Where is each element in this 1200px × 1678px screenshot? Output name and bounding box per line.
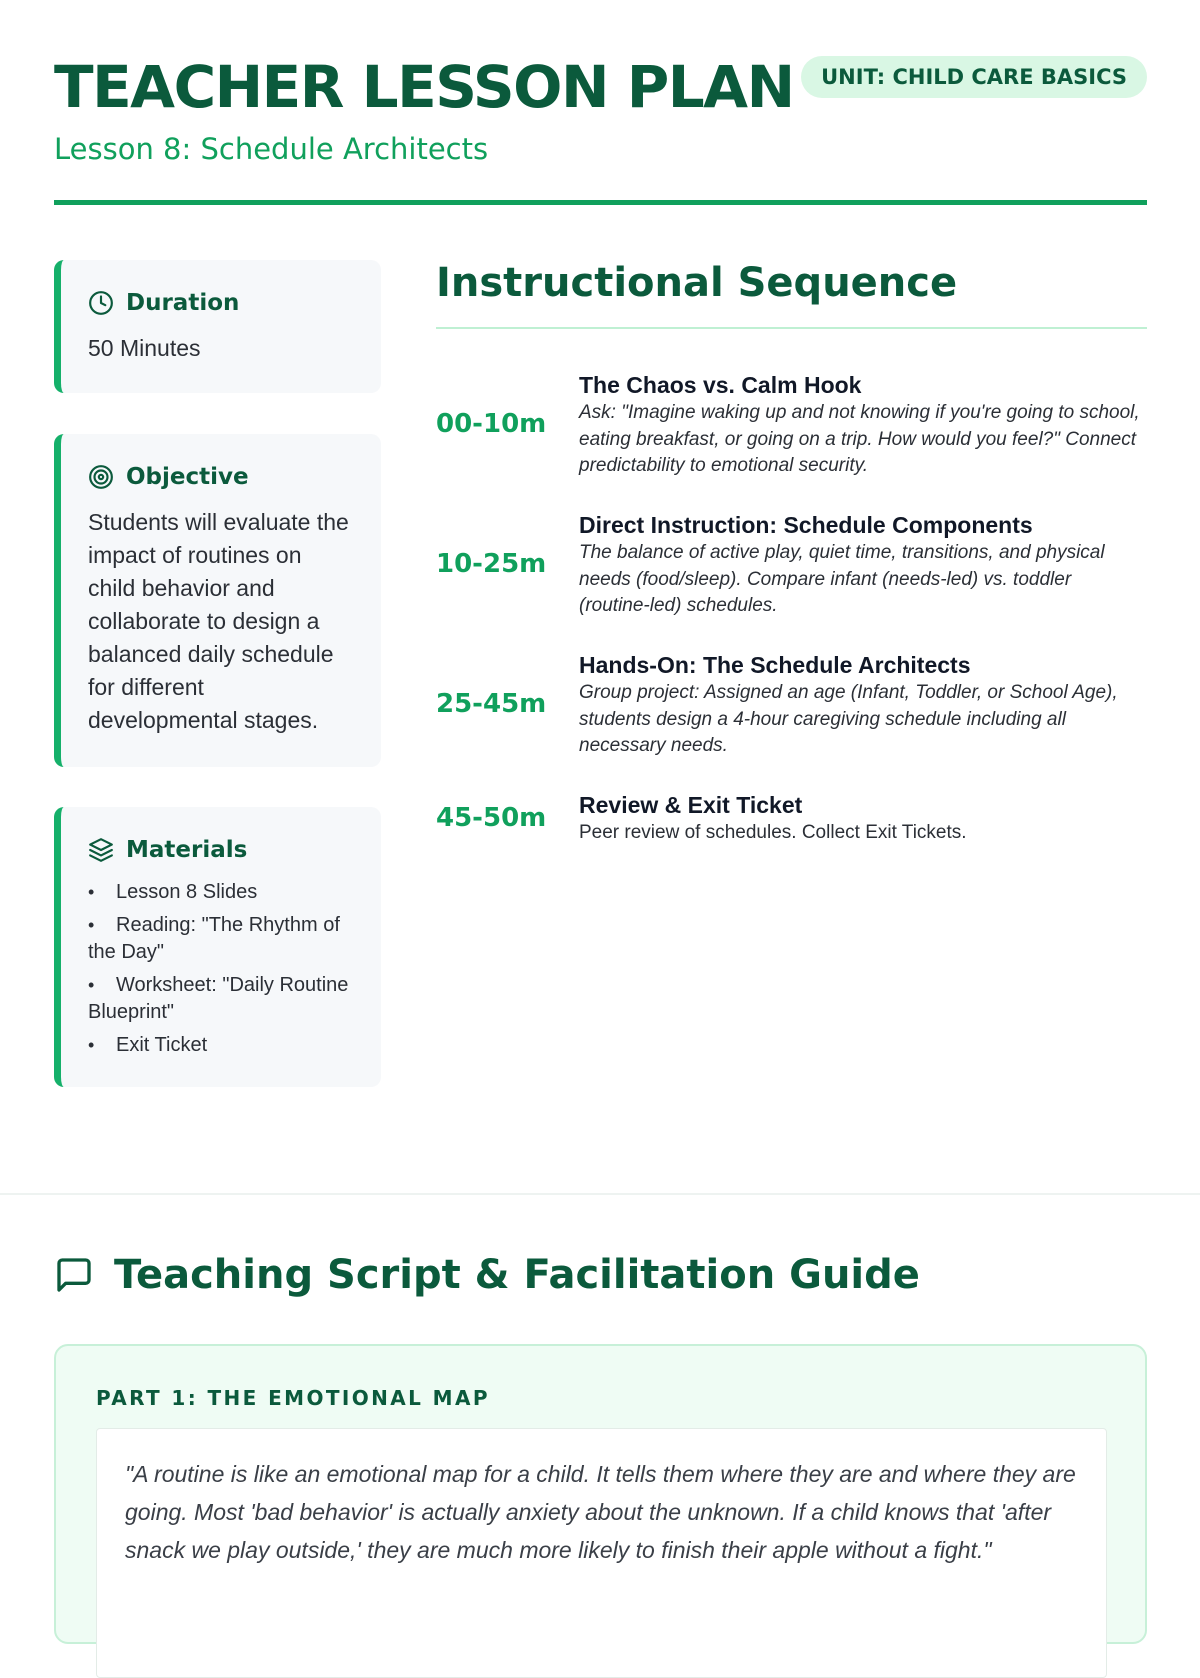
materials-card	[54, 807, 381, 1087]
objective-header	[88, 462, 355, 492]
duration-value: 50 Minutes	[88, 335, 201, 361]
objective-card	[54, 434, 381, 767]
materials-title: Materials	[126, 837, 248, 863]
sequence-body	[579, 370, 1147, 480]
target-icon	[88, 464, 114, 490]
sequence-body	[579, 790, 1147, 847]
script-title: Teaching Script & Facilitation Guide	[114, 1252, 920, 1298]
script-quote: "A routine is like an emotional map for a child. It tells them where they are and where they are going. Most 'bad behavior' is actually anxiety about the unknown. If a child knows that 'after snack we play outside,' they are much more likely to finish their apple without a fight."	[125, 1461, 1076, 1563]
materials-item: • Worksheet: "Daily Routine Blueprint"	[88, 972, 355, 1026]
sequence-time: 25-45m	[436, 689, 547, 719]
sequence-description: Peer review of schedules. Collect Exit Tickets.	[579, 822, 967, 843]
sequence-time: 45-50m	[436, 803, 547, 833]
duration-header	[88, 288, 355, 318]
section-divider	[0, 1193, 1200, 1195]
lesson-subtitle: Lesson 8: Schedule Architects	[54, 132, 489, 166]
sequence-time: 00-10m	[436, 409, 547, 439]
sequence-description: Ask: "Imagine waking up and not knowing if you're going to school, eating breakfast, or going on a trip. How would you feel?" Connect predictability to emotional security.	[579, 402, 1140, 476]
sequence-heading: The Chaos vs. Calm Hook	[579, 372, 862, 398]
sequence-heading: Direct Instruction: Schedule Components	[579, 512, 1033, 538]
sequence-heading: Review & Exit Ticket	[579, 792, 803, 818]
part-label: PART 1: THE EMOTIONAL MAP	[96, 1386, 490, 1410]
materials-item: • Reading: "The Rhythm of the Day"	[88, 912, 355, 966]
sequence-description: The balance of active play, quiet time, transitions, and physical needs (food/sleep). Compare infant (needs-led) vs. toddler (routine-led) schedules.	[579, 542, 1105, 616]
materials-item: • Lesson 8 Slides	[88, 879, 355, 906]
header-divider	[54, 200, 1147, 205]
script-card	[54, 1344, 1147, 1644]
duration-title: Duration	[126, 290, 240, 316]
sequence-time: 10-25m	[436, 549, 547, 579]
sequence-divider	[436, 327, 1147, 329]
sequence-body	[579, 510, 1147, 620]
sequence-heading: Hands-On: The Schedule Architects	[579, 652, 971, 678]
sequence-description: Group project: Assigned an age (Infant, Toddler, or School Age), students design a 4-hour caregiving schedule including all necessary needs.	[579, 682, 1118, 756]
clock-icon	[88, 290, 114, 316]
script-header	[54, 1252, 920, 1298]
materials-header	[88, 835, 355, 865]
message-square-icon	[54, 1255, 94, 1295]
objective-title: Objective	[126, 464, 249, 490]
page-title: TEACHER LESSON PLAN	[54, 53, 794, 121]
sequence-title: Instructional Sequence	[436, 260, 958, 306]
sequence-body	[579, 650, 1147, 760]
materials-item: • Exit Ticket	[88, 1032, 355, 1059]
unit-badge: UNIT: CHILD CARE BASICS	[801, 56, 1147, 98]
objective-text: Students will evaluate the impact of routines on child behavior and collaborate to design a balanced daily schedule for different developmental stages.	[88, 509, 349, 733]
materials-list	[88, 879, 355, 1059]
duration-card	[54, 260, 381, 393]
script-quote-box	[96, 1428, 1107, 1678]
layers-icon	[88, 837, 114, 863]
